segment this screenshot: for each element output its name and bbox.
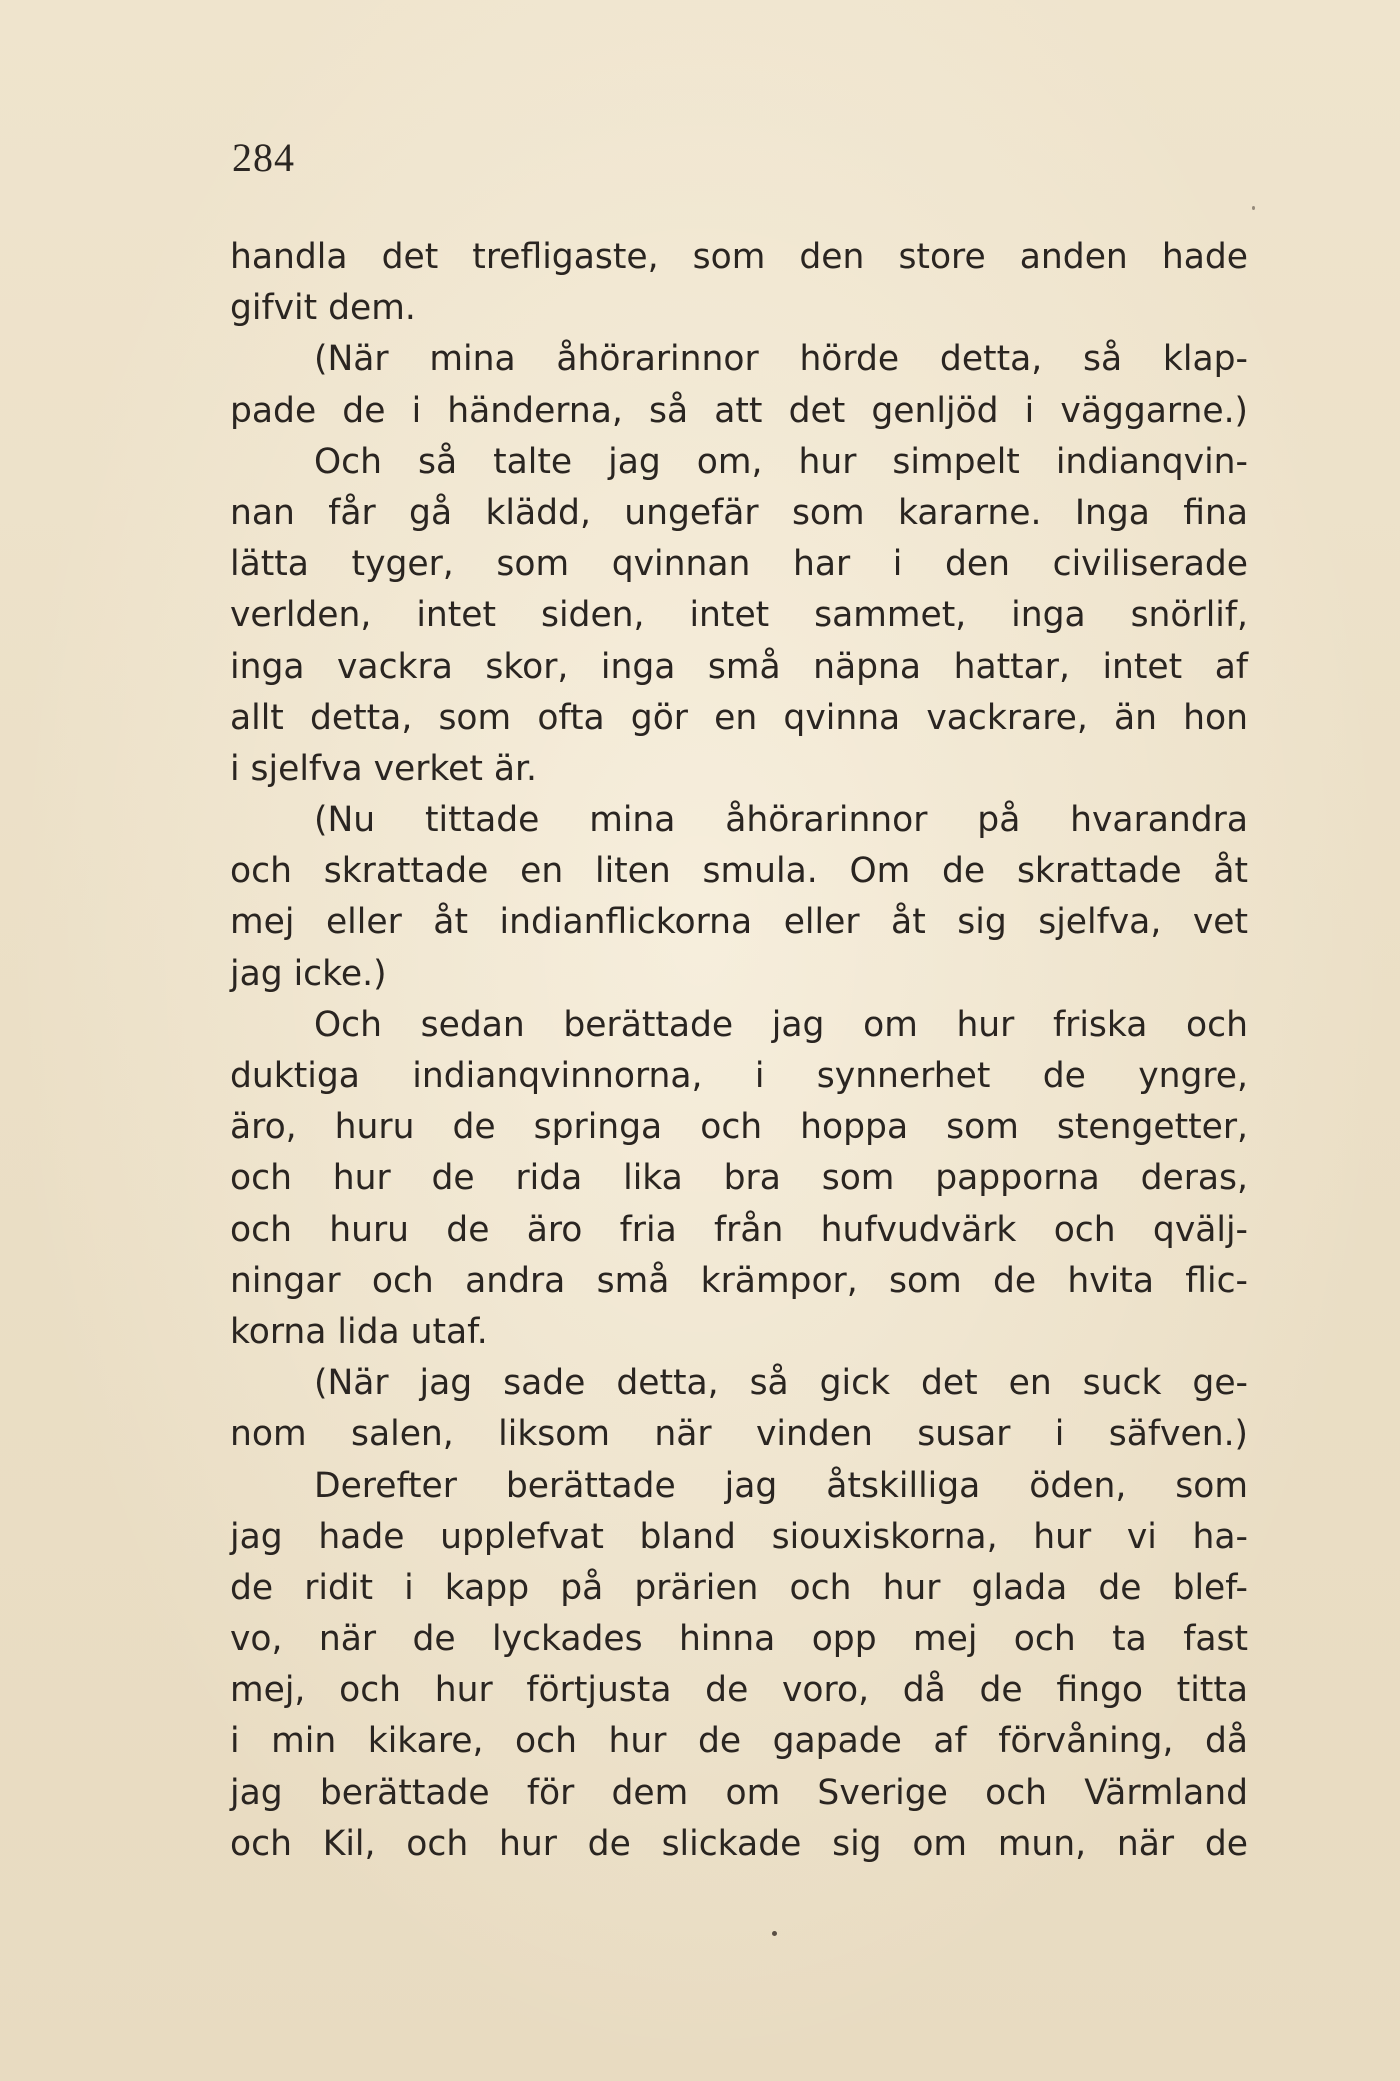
body-text (230, 232, 1248, 1870)
text-line: nan får gå klädd, ungefär som kararne. Inga fina (230, 492, 1248, 533)
text-line: nom salen, liksom när vinden susar i säfven.) (230, 1414, 1248, 1455)
text-line: handla det trefligaste, som den store anden hade (230, 237, 1248, 277)
text-line: i min kikare, och hur de gapade af förvåning, då (230, 1721, 1248, 1762)
text-line: allt detta, som ofta gör en qvinna vackrare, än hon (230, 697, 1248, 738)
paper-speck (1252, 206, 1255, 210)
text-line: Och sedan berättade jag om hur friska och (314, 1004, 1248, 1045)
text-line: verlden, intet siden, intet sammet, inga snörlif, (230, 595, 1248, 636)
text-line: och Kil, och hur de slickade sig om mun, när de (230, 1823, 1248, 1864)
text-line: korna lida utaf. (230, 1311, 488, 1352)
text-line: Och så talte jag om, hur simpelt indianqvin- (314, 441, 1248, 482)
text-line: duktiga indianqvinnorna, i synnerhet de yngre, (230, 1056, 1248, 1096)
text-line: jag icke.) (230, 953, 387, 994)
text-line: mej, och hur förtjusta de voro, då de fingo titta (230, 1670, 1248, 1711)
text-line: (När jag sade detta, så gick det en suck ge- (314, 1363, 1248, 1404)
text-line: jag berättade för dem om Sverige och Värmland (230, 1772, 1248, 1813)
text-line: och skrattade en liten smula. Om de skrattade åt (230, 851, 1248, 892)
text-line: vo, när de lyckades hinna opp mej och ta fast (230, 1619, 1248, 1660)
text-line: och huru de äro fria från hufvudvärk och qvälj- (230, 1209, 1248, 1250)
text-line: de ridit i kapp på prärien och hur glada de blef- (230, 1567, 1248, 1608)
text-line: och hur de rida lika bra som papporna deras, (230, 1158, 1248, 1199)
text-line: Derefter berättade jag åtskilliga öden, som (314, 1465, 1248, 1506)
text-line: ningar och andra små krämpor, som de hvita flic- (230, 1260, 1248, 1301)
text-line: lätta tyger, som qvinnan har i den civiliserade (230, 544, 1248, 585)
text-line: jag hade upplefvat bland siouxiskorna, hur vi ha- (230, 1516, 1248, 1557)
text-line: äro, huru de springa och hoppa som stengetter, (230, 1107, 1248, 1148)
text-line: mej eller åt indianflickorna eller åt sig sjelfva, vet (230, 902, 1248, 943)
text-line: i sjelfva verket är. (230, 748, 538, 789)
page-number: 284 (232, 135, 295, 180)
text-line: (När mina åhörarinnor hörde detta, så klap- (314, 339, 1248, 380)
paper-speck (772, 1931, 777, 1936)
text-line: inga vackra skor, inga små näpna hattar, intet af (230, 646, 1248, 687)
text-line: gifvit dem. (230, 288, 416, 329)
text-line: (Nu tittade mina åhörarinnor på hvarandra (314, 800, 1248, 841)
text-line: pade de i händerna, så att det genljöd i väggarne.) (230, 390, 1248, 431)
